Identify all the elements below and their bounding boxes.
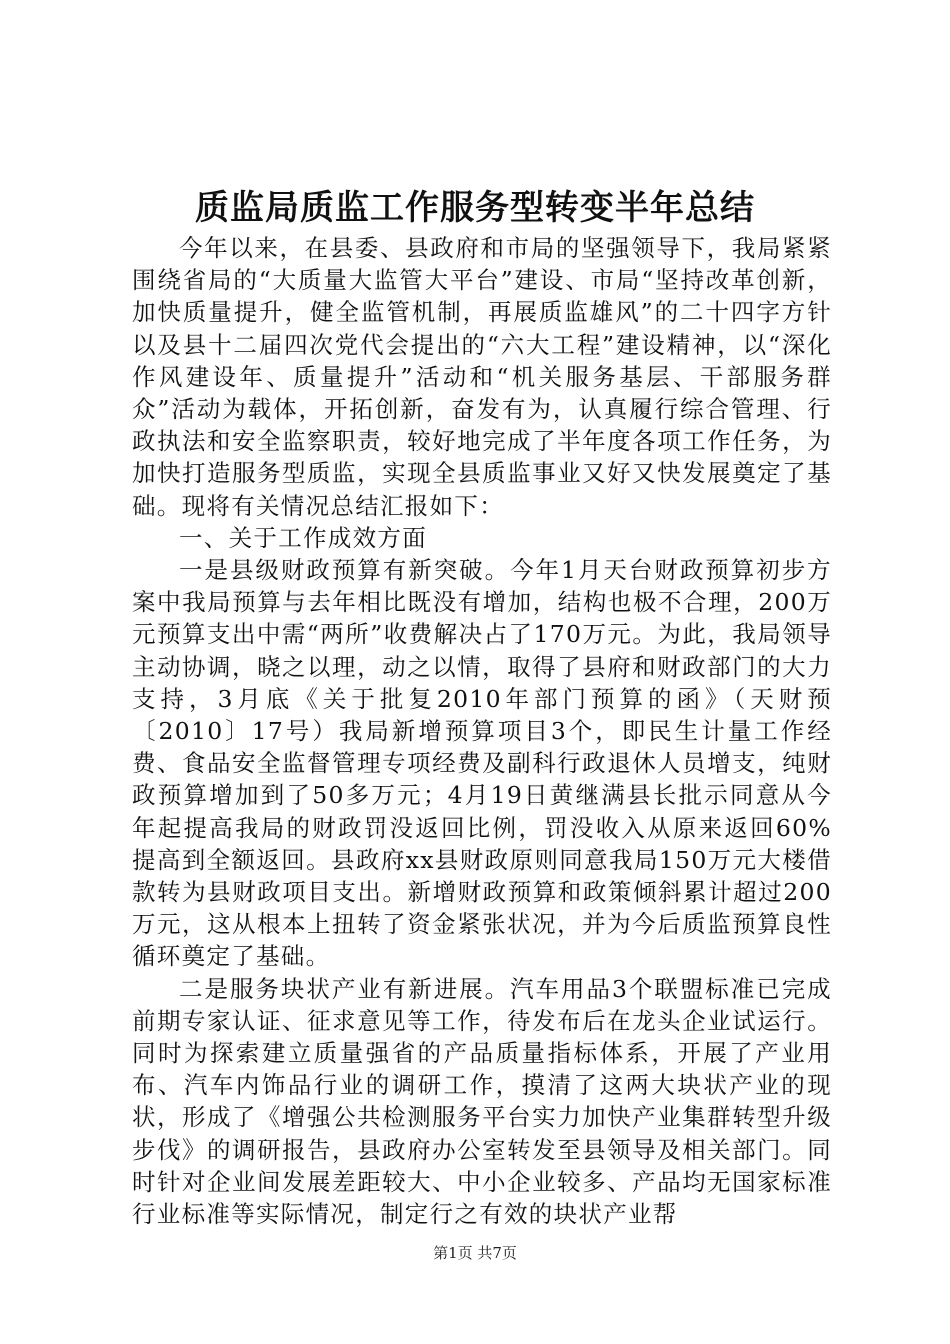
intro-paragraph: 今年以来，在县委、县政府和市局的坚强领导下，我局紧紧围绕省局的“大质量大监管大平台”建设、市局“坚持改革创新，加快质量提升，健全监管机制，再展质监雄风”的二十四字方针以及县十二届四次党代会提出的“六大工程”建设精神，以“深化作风建设年、质量提升”活动和“机关服务基层、干部服务群众”活动为载体，开拓创新，奋发有为，认真履行综合管理、行政执法和安全监察职责，较好地完成了半年度各项工作任务，为加快打造服务型质监，实现全县质监事业又好又快发展奠定了基础。现将有关情况总结汇报如下： [132,234,832,520]
point-one-paragraph: 一是县级财政预算有新突破。今年1月天台财政预算初步方案中我局预算与去年相比既没有增加，结构也极不合理，200万元预算支出中需“两所”收费解决占了170万元。为此，我局领导主动协调，晓之以理，动之以情，取得了县府和财政部门的大力支持，3月底《关于批复2010年部门预算的函》（天财预〔2010〕17号）我局新增预算项目3个，即民生计量工作经费、食品安全监督管理专项经费及副科行政退休人员增支，纯财政预算增加到了50多万元；4月19日黄继满县长批示同意从今年起提高我局的财政罚没返回比例，罚没收入从原来返回60%提高到全额返回。县政府xx县财政原则同意我局150万元大楼借款转为县财政项目支出。新增财政预算和政策倾斜累计超过200万元，这从根本上扭转了资金紧张状况，并为今后质监预算良性循环奠定了基础。 [132,556,832,971]
section-heading: 一、关于工作成效方面 [179,523,427,552]
document-body [132,232,832,1230]
point-two-paragraph: 二是服务块状产业有新进展。汽车用品3个联盟标准已完成前期专家认证、征求意见等工作，待发布后在龙头企业试运行。同时为探索建立质量强省的产品质量指标体系，开展了产业用布、汽车内饰品行业的调研工作，摸清了这两大块状产业的现状，形成了《增强公共检测服务平台实力加快产业集群转型升级步伐》的调研报告，县政府办公室转发至县领导及相关部门。同时针对企业间发展差距较大、中小企业较多、产品均无国家标准行业标准等实际情况，制定行之有效的块状产业帮 [132,974,832,1229]
document-title: 质监局质监工作服务型转变半年总结 [195,188,755,228]
page-footer: 第1页 共7页 [433,1244,517,1262]
